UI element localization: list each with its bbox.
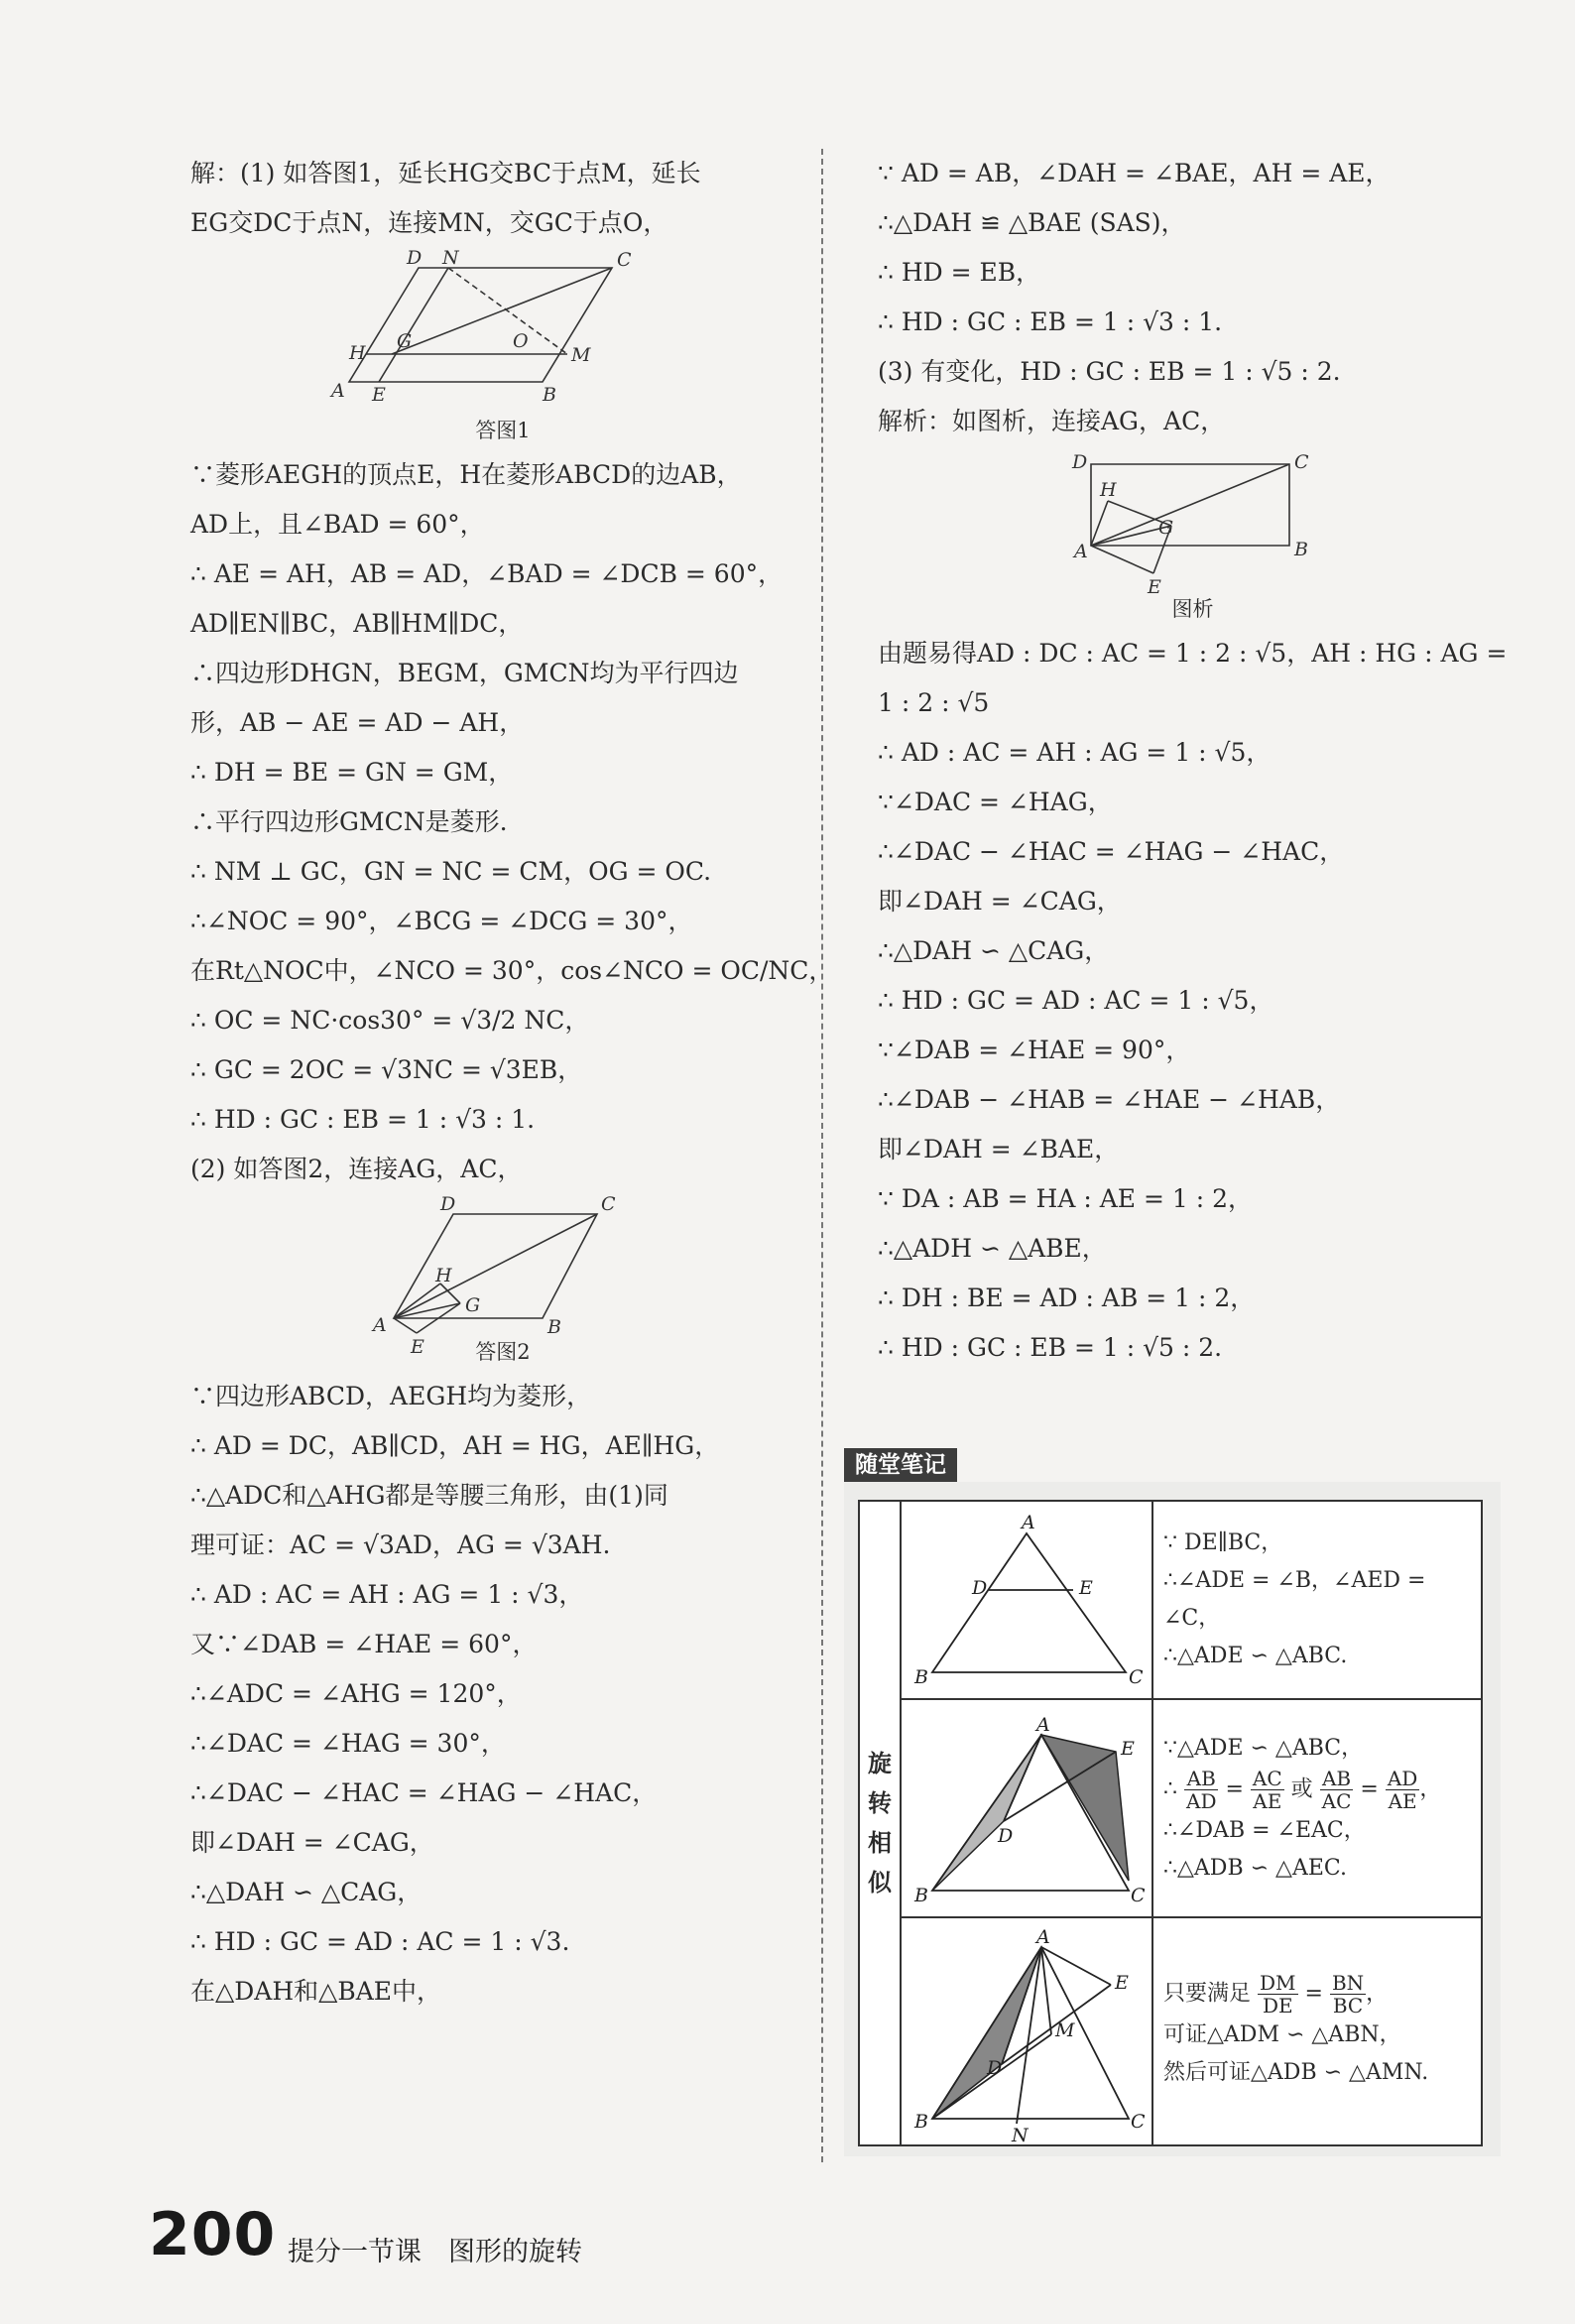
notes-row1-figure: [901, 1501, 1152, 1699]
point-label: B: [914, 1666, 928, 1688]
figure-1-caption: 答图1: [475, 419, 531, 442]
text-line: ∴∠DAC − ∠HAC = ∠HAG − ∠HAC，: [878, 837, 1345, 866]
point-label: G: [397, 330, 413, 352]
point-label: A: [331, 380, 345, 402]
text-line: ∴ HD : GC : EB = 1 : √3 : 1.: [190, 1105, 536, 1134]
text-line: ∴ GC = 2OC = √3NC = √3EB，: [190, 1055, 583, 1084]
point-label: B: [914, 2111, 928, 2133]
figure-3-diagram: [878, 446, 1508, 598]
point-label: G: [465, 1294, 481, 1316]
point-label: E: [411, 1336, 424, 1358]
text-line: ∴ AD : AC = AH : AG = 1 : √5，: [878, 738, 1272, 767]
point-label: C: [617, 249, 632, 271]
text-line: 在△DAH和△BAE中，: [190, 1977, 442, 2006]
notes-row2-figure: [901, 1699, 1152, 1917]
text-line: ∴ NM ⊥ GC，GN = NC = CM，OG = OC.: [190, 857, 712, 886]
text-line: ∴△ADH ∽ △ABE，: [878, 1234, 1107, 1263]
text-line: ∴△DAH ∽ △CAG，: [190, 1878, 423, 1906]
solution-part-b: [190, 450, 834, 1194]
text-line: 理可证：AC = √3AD，AG = √3AH.: [190, 1530, 611, 1559]
point-label: H: [435, 1265, 452, 1286]
notes-row3-text: 只要满足 $\frac{DM}{DE}$ = $\frac{BN}{BC}$ ， 可证△ADM ∽ △ABN， 然后可证△ADB ∽ △AMN.: [1152, 1917, 1482, 2145]
point-label: A: [1036, 1714, 1050, 1736]
point-label: A: [373, 1314, 387, 1336]
point-label: E: [1079, 1577, 1093, 1599]
solution-part-d: [878, 149, 1508, 446]
point-label: M: [571, 344, 591, 366]
figure-answer-1: [190, 248, 815, 444]
text-line: (3) 有变化，HD : GC : EB = 1 : √5 : 2.: [878, 357, 1341, 386]
point-label: C: [1131, 2111, 1146, 2133]
point-label: E: [1115, 1972, 1129, 1994]
figure-3-caption: 图析: [1171, 597, 1214, 621]
text-line: ∵∠DAB = ∠HAE = 90°，: [878, 1036, 1191, 1064]
left-column: [190, 149, 834, 2017]
text-line: ∴∠NOC = 90°，∠BCG = ∠DCG = 30°，: [190, 907, 693, 935]
figure-2-labels: [371, 1193, 616, 1358]
figure-answer-2: [190, 1194, 815, 1366]
page-number: 200: [149, 2200, 277, 2269]
point-label: D: [987, 2057, 1003, 2079]
point-label: D: [407, 247, 423, 269]
figure-1-diagram: [190, 248, 815, 417]
text-line: ∵∠DAC = ∠HAG，: [878, 788, 1113, 816]
figure-2-caption: 答图2: [475, 1340, 531, 1364]
point-label: H: [1100, 479, 1117, 501]
text-line: ∴ HD : GC : EB = 1 : √5 : 2.: [878, 1333, 1223, 1362]
text-line: ∴∠ADC = ∠AHG = 120°，: [190, 1679, 522, 1708]
text-line: ∴∠DAB − ∠HAB = ∠HAE − ∠HAB，: [878, 1085, 1341, 1114]
text-line: ∵ AD = AB，∠DAH = ∠BAE，AH = AE，: [878, 159, 1391, 187]
point-label: A: [1022, 1512, 1035, 1533]
point-label: M: [1055, 2019, 1075, 2041]
figure-3-labels: [1071, 451, 1309, 598]
point-label: B: [547, 1316, 561, 1338]
text-line: ∴ AE = AH，AB = AD，∠BAD = ∠DCB = 60°，: [190, 559, 784, 588]
text-line: 解：(1) 如答图1，延长HG交BC于点M，延长: [190, 159, 701, 187]
point-label: C: [1129, 1666, 1144, 1688]
text-line: 即∠DAH = ∠CAG，: [878, 887, 1122, 916]
footer-text: 提分一节课 图形的旋转: [288, 2237, 582, 2267]
text-line: 在Rt△NOC中，∠NCO = 30°，cos∠NCO = OC/NC，: [190, 956, 834, 985]
point-label: A: [1074, 541, 1088, 562]
point-label: B: [914, 1885, 928, 1906]
point-label: D: [972, 1577, 988, 1599]
point-label: A: [1036, 1926, 1050, 1948]
text-line: EG交DC于点N，连接MN，交GC于点O，: [190, 208, 668, 237]
figure-analysis: [878, 446, 1508, 623]
text-line: ∴∠DAC = ∠HAG = 30°，: [190, 1729, 506, 1758]
point-label: D: [998, 1825, 1014, 1847]
text-line: 由题易得AD : DC : AC = 1 : 2 : √5，AH : HG : AG =: [878, 639, 1508, 668]
text-line: ∴ AD = DC，AB∥CD，AH = HG，AE∥HG，: [190, 1431, 720, 1460]
text-line: ∴四边形DHGN，BEGM，GMCN均为平行四边: [190, 659, 739, 687]
point-label: O: [513, 330, 529, 352]
point-label: B: [543, 384, 556, 406]
solution-part-c: [190, 1372, 815, 2017]
notes-side-label: 旋 转 相 似: [859, 1501, 901, 2145]
solution-part-e: [878, 629, 1508, 1373]
text-line: ∴△ADC和△AHG都是等腰三角形，由(1)同: [190, 1481, 668, 1510]
text-line: ∵四边形ABCD，AEGH均为菱形，: [190, 1382, 592, 1410]
text-line: ∴ HD : GC : EB = 1 : √3 : 1.: [878, 307, 1223, 336]
notes-row1-text: ∵ DE∥BC， ∴∠ADE = ∠B，∠AED = ∠C， ∴△ADE ∽ △ABC.: [1152, 1501, 1482, 1699]
notes-row2-text: ∵△ADE ∽ △ABC， ∴ $\frac{AB}{AD}$ = $\frac{AC}{AE}$ 或 $\frac{AB}{AC}$ = $\frac{AD}{AE}$ ， ∴∠DAB = ∠EAC， ∴△ADB ∽ △AEC.: [1152, 1699, 1482, 1917]
point-label: E: [1121, 1738, 1135, 1760]
point-label: D: [1072, 451, 1088, 473]
text-line: 又∵∠DAB = ∠HAE = 60°，: [190, 1630, 538, 1658]
right-column: [878, 149, 1508, 1373]
text-line: ∵菱形AEGH的顶点E，H在菱形ABCD的边AB，: [190, 460, 742, 489]
text-line: ∴ HD : GC = AD : AC = 1 : √3.: [190, 1927, 570, 1956]
point-label: C: [1131, 1885, 1146, 1906]
point-label: D: [440, 1193, 456, 1215]
point-label: C: [1294, 451, 1309, 473]
point-label: B: [1294, 539, 1308, 560]
notes-title: 随堂笔记: [844, 1448, 957, 1482]
text-line: ∴ HD : GC = AD : AC = 1 : √5，: [878, 986, 1274, 1015]
text-line: ∴∠DAC − ∠HAC = ∠HAG − ∠HAC，: [190, 1778, 658, 1807]
text-line: ∴ DH : BE = AD : AB = 1 : 2，: [878, 1284, 1256, 1312]
text-line: 即∠DAH = ∠BAE，: [878, 1135, 1120, 1163]
text-line: ∴△DAH ≌ △BAE (SAS)，: [878, 208, 1186, 237]
point-label: G: [1158, 517, 1174, 539]
text-line: AD上，且∠BAD = 60°，: [190, 510, 485, 539]
text-line: 形，AB − AE = AD − AH，: [190, 708, 525, 737]
point-label: N: [442, 247, 459, 269]
text-line: ∴ AD : AC = AH : AG = 1 : √3，: [190, 1580, 584, 1609]
notes-row3-figure: [901, 1917, 1152, 2145]
text-line: ∴平行四边形GMCN是菱形.: [190, 807, 508, 836]
text-line: ∵ DA : AB = HA : AE = 1 : 2，: [878, 1184, 1253, 1213]
column-divider: [821, 149, 823, 2162]
text-line: ∴ DH = BE = GN = GM，: [190, 758, 514, 787]
text-line: ∴ HD = EB，: [878, 258, 1041, 287]
text-line: 1 : 2 : √5: [878, 688, 990, 717]
point-label: H: [349, 342, 366, 364]
text-line: 即∠DAH = ∠CAG，: [190, 1828, 434, 1857]
solution-part-a: [190, 149, 815, 248]
page-footer: [149, 2200, 582, 2269]
point-label: E: [1148, 576, 1161, 598]
text-line: AD∥EN∥BC，AB∥HM∥DC，: [190, 609, 524, 638]
text-line: ∴ OC = NC·cos30° = √3/2 NC，: [190, 1006, 590, 1035]
text-line: ∴△DAH ∽ △CAG，: [878, 936, 1110, 965]
notes-table: [858, 1500, 1483, 2146]
text-line: (2) 如答图2，连接AG，AC，: [190, 1155, 523, 1183]
point-label: E: [372, 384, 386, 406]
point-label: C: [601, 1193, 616, 1215]
point-label: N: [1012, 2125, 1029, 2146]
text-line: 解析：如图析，连接AG，AC，: [878, 407, 1226, 435]
